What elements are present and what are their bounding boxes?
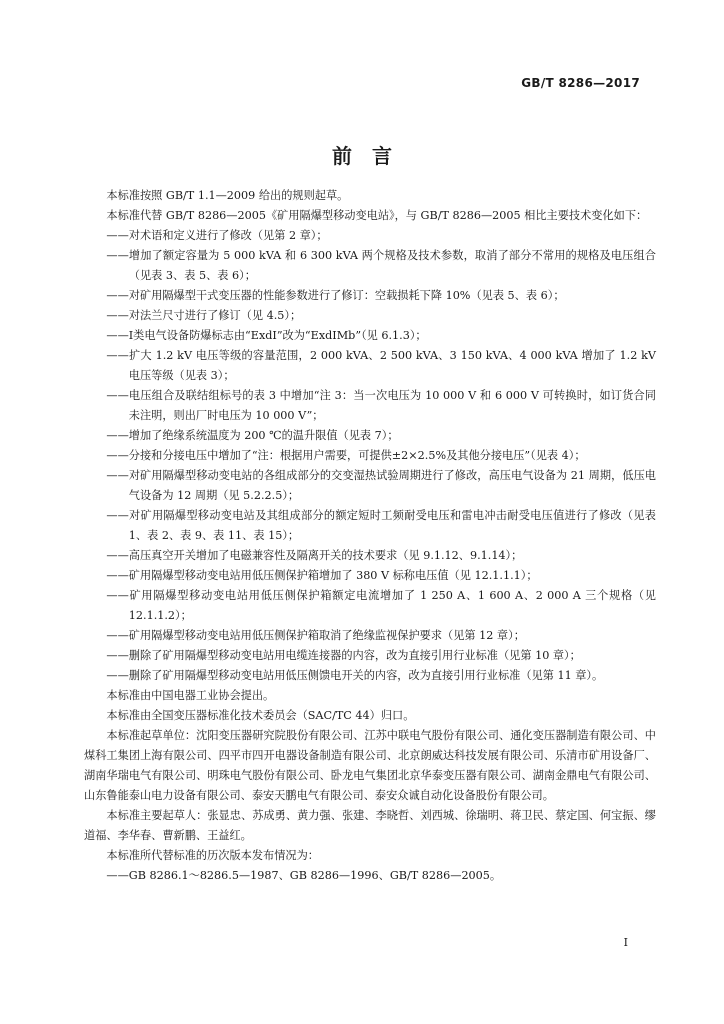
list-item: ——Ⅰ类电气设备防爆标志由“ExdⅠ”改为“ExdⅠMb”（见 6.1.3）；: [106, 329, 427, 342]
list-item: ——扩大 1.2 kV 电压等级的容量范围，2 000 kVA、2 500 kVA、3 150 kVA、4 000 kVA 增加了 1.2 kV电压等级（见表 3）；: [106, 349, 656, 382]
drafting-units: 本标准起草单位：沈阳变压器研究院股份有限公司、江苏中联电气股份有限公司、通化变压器制造有限公司、中煤科工集团上海有限公司、四平市四开电器设备制造有限公司、北京朗威达科技发展有限公司、乐清市矿用设备厂、湖南华瑞电气有限公司、明珠电气股份有限公司、卧龙电气集团北京华泰变压器有限公司、湖南金鼎电气有限公司、山东鲁能泰山电力设备有限公司、泰安天鹏电气有限公司、泰安众诚自动化设备股份有限公司。: [84, 729, 656, 802]
list-item: ——删除了矿用隔爆型移动变电站用电缆连接器的内容，改为直接引用行业标准（见第 10 章）；: [106, 649, 581, 662]
list-item: ——高压真空开关增加了电磁兼容性及隔离开关的技术要求（见 9.1.12、9.1.14）；: [106, 549, 523, 562]
page-title: 前 言: [332, 144, 392, 168]
paragraph: 本标准按照 GB/T 1.1—2009 给出的规则起草。: [106, 189, 349, 202]
list-item: ——电压组合及联结组标号的表 3 中增加“注 3：当一次电压为 10 000 V 和 6 000 V 可转换时，如订货合同未注明，则出厂时电压为 10 000 V”；: [106, 389, 656, 422]
paragraph: 本标准所代替标准的历次版本发布情况为：: [106, 849, 319, 862]
drafters: 本标准主要起草人：张显忠、苏成勇、黄力强、张建、李晓哲、刘西城、徐瑞明、蒋卫民、蔡定国、何宝振、缪道福、李华春、曹新鹏、王益红。: [84, 809, 656, 842]
paragraph: 本标准代替 GB/T 8286—2005《矿用隔爆型移动变电站》，与 GB/T 8286—2005 相比主要技术变化如下：: [106, 209, 648, 222]
list-item: ——对矿用隔爆型移动变电站的各组成部分的交变湿热试验周期进行了修改，高压电气设备为 21 周期，低压电气设备为 12 周期（见 5.2.2.5）；: [106, 469, 656, 502]
list-item: ——矿用隔爆型移动变电站用低压侧保护箱取消了绝缘监视保护要求（见第 12 章）；: [106, 629, 525, 642]
list-item: ——增加了绝缘系统温度为 200 ℃的温升限值（见表 7）；: [106, 429, 399, 442]
list-item: ——对矿用隔爆型移动变电站及其组成部分的额定短时工频耐受电压和雷电冲击耐受电压值进行了修改（见表 1、表 2、表 9、表 11、表 15）；: [106, 509, 656, 542]
list-item: ——矿用隔爆型移动变电站用低压侧保护箱增加了 380 V 标称电压值（见 12.1.1.1）；: [106, 569, 538, 582]
list-item: ——对术语和定义进行了修改（见第 2 章）；: [106, 229, 328, 242]
standard-code: GB/T 8286—2017: [521, 76, 640, 90]
foreword-body: [84, 186, 656, 886]
page-number: Ⅰ: [623, 936, 628, 949]
paragraph: 本标准由全国变压器标准化技术委员会（SAC/TC 44）归口。: [106, 709, 415, 722]
list-item: ——对法兰尺寸进行了修订（见 4.5）；: [106, 309, 302, 322]
list-item: ——增加了额定容量为 5 000 kVA 和 6 300 kVA 两个规格及技术参数，取消了部分不常用的规格及电压组合（见表 3、表 5、表 6）；: [106, 249, 656, 282]
history-item: ——GB 8286.1～8286.5—1987、GB 8286—1996、GB/T 8286—2005。: [106, 869, 502, 882]
list-item: ——删除了矿用隔爆型移动变电站用低压侧馈电开关的内容，改为直接引用行业标准（见第 11 章）。: [106, 669, 604, 682]
paragraph: 本标准由中国电器工业协会提出。: [106, 689, 275, 702]
changes-list: [84, 226, 656, 686]
list-item: ——矿用隔爆型移动变电站用低压侧保护箱额定电流增加了 1 250 A、1 600 A、2 000 A 三个规格（见 12.1.1.2）；: [106, 589, 656, 622]
list-item: ——对矿用隔爆型干式变压器的性能参数进行了修订：空载损耗下降 10%（见表 5、表 6）；: [106, 289, 565, 302]
list-item: ——分接和分接电压中增加了“注：根据用户需要，可提供±2×2.5%及其他分接电压”（见表 4）；: [106, 449, 586, 462]
